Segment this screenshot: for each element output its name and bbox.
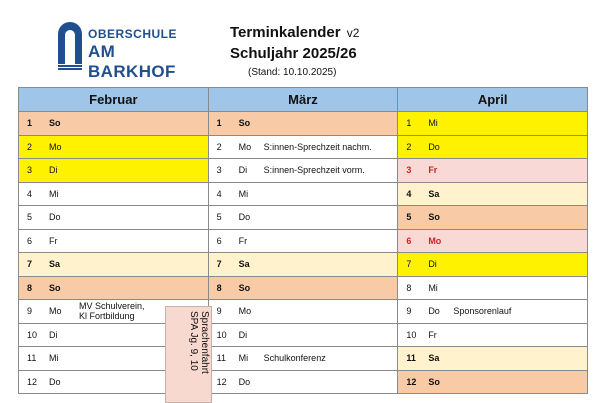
day-cell	[398, 253, 588, 277]
day-cell	[19, 253, 209, 277]
day-number: 6	[27, 235, 33, 246]
day-cell	[398, 112, 588, 136]
day-cell	[208, 347, 398, 371]
calendar-row	[19, 135, 588, 159]
day-cell	[208, 135, 398, 159]
weekday: Do	[49, 376, 61, 387]
day-cell	[208, 229, 398, 253]
overlay-line-2: SPA Jg. 9, 10	[188, 311, 199, 371]
sprachenfahrt-label	[188, 311, 210, 374]
day-cell	[208, 253, 398, 277]
weekday: Do	[238, 376, 251, 387]
day-number: 1	[216, 118, 222, 129]
day-cell	[208, 112, 398, 136]
title-text: Terminkalender	[230, 24, 341, 41]
day-cell	[398, 206, 588, 230]
day-number: 8	[406, 282, 412, 293]
day-cell	[19, 182, 209, 206]
day-number: 12	[406, 376, 417, 387]
day-cell	[208, 206, 398, 230]
day-cell	[208, 159, 398, 183]
month-header: April	[398, 88, 588, 112]
logo-line-2: AM BARKHOF	[88, 42, 176, 81]
calendar-row	[19, 276, 588, 300]
weekday: Mi	[49, 353, 59, 364]
day-number: 4	[216, 188, 222, 199]
weekday: Mo	[238, 306, 252, 317]
weekday: So	[428, 376, 440, 387]
weekday: So	[238, 118, 251, 129]
day-number: 10	[406, 329, 417, 340]
day-cell	[398, 182, 588, 206]
day-cell	[19, 159, 209, 183]
weekday: Fr	[238, 235, 248, 246]
logo-line-1: OBERSCHULE	[88, 27, 178, 41]
weekday: Mi	[428, 282, 438, 293]
day-number: 3	[27, 165, 33, 176]
weekday: Di	[428, 259, 437, 270]
day-cell	[208, 300, 398, 324]
weekday: Mi	[238, 353, 249, 364]
overlay-line-1: Sprachenfahrt	[199, 311, 210, 374]
weekday: Fr	[49, 235, 58, 246]
calendar-title	[230, 24, 359, 41]
day-number: 9	[216, 306, 222, 317]
version-label: v2	[346, 26, 360, 40]
school-logo-icon	[56, 20, 84, 70]
stand-date: (Stand: 10.10.2025)	[248, 67, 337, 78]
calendar-table	[18, 87, 588, 394]
day-number: 1	[27, 118, 33, 129]
day-cell	[208, 182, 398, 206]
calendar-row	[19, 347, 588, 371]
day-number: 7	[27, 259, 33, 270]
weekday: So	[428, 212, 440, 223]
day-cell	[398, 370, 588, 394]
calendar-row	[19, 182, 588, 206]
day-number: 7	[406, 259, 412, 270]
calendar-row	[19, 370, 588, 394]
month-header: März	[208, 88, 398, 112]
day-cell	[19, 276, 209, 300]
day-number: 9	[406, 306, 412, 317]
day-number: 11	[27, 353, 37, 364]
day-number: 6	[216, 235, 222, 246]
weekday: Do	[428, 141, 440, 152]
weekday: Sa	[238, 259, 250, 270]
day-number: 10	[216, 329, 227, 340]
weekday: Mi	[428, 118, 438, 129]
calendar-row	[19, 253, 588, 277]
day-number: 7	[216, 259, 222, 270]
day-number: 3	[216, 165, 222, 176]
day-cell	[19, 112, 209, 136]
weekday: Sa	[49, 259, 61, 270]
day-cell	[398, 135, 588, 159]
day-number: 5	[406, 212, 412, 223]
day-number: 4	[27, 188, 33, 199]
weekday: Sa	[428, 353, 440, 364]
weekday: Di	[238, 165, 248, 176]
day-cell	[19, 206, 209, 230]
day-cell	[19, 229, 209, 253]
school-year: Schuljahr 2025/26	[230, 45, 357, 62]
day-number: 12	[216, 376, 227, 387]
school-logo	[56, 20, 206, 81]
weekday: Di	[49, 329, 58, 340]
event-note: Schulkonferenz	[263, 353, 326, 364]
day-number: 5	[27, 212, 33, 223]
day-number: 6	[406, 235, 412, 246]
day-cell	[398, 159, 588, 183]
day-number: 4	[406, 188, 412, 199]
day-number: 8	[27, 282, 33, 293]
day-cell	[398, 347, 588, 371]
day-cell	[208, 276, 398, 300]
day-number: 9	[27, 306, 33, 317]
day-number: 1	[406, 118, 412, 129]
event-note: Sponsorenlauf	[453, 306, 512, 317]
day-number: 2	[406, 141, 412, 152]
calendar-row	[19, 159, 588, 183]
month-header: Februar	[19, 88, 209, 112]
day-cell	[398, 276, 588, 300]
calendar-row	[19, 323, 588, 347]
day-cell	[208, 323, 398, 347]
event-note: MV Schulverein, Kl Fortbildung	[79, 301, 145, 322]
weekday: Mi	[238, 188, 249, 199]
day-cell	[398, 229, 588, 253]
event-note: S:innen-Sprechzeit vorm.	[263, 165, 365, 176]
weekday: Do	[238, 212, 251, 223]
day-number: 10	[27, 329, 38, 340]
weekday: Mi	[49, 188, 59, 199]
weekday: So	[49, 282, 61, 293]
calendar-row	[19, 229, 588, 253]
day-number: 8	[216, 282, 222, 293]
day-cell	[398, 323, 588, 347]
calendar-row	[19, 206, 588, 230]
event-note: S:innen-Sprechzeit nachm.	[263, 141, 372, 152]
weekday: Mo	[49, 141, 62, 152]
weekday: So	[238, 282, 251, 293]
weekday: Sa	[428, 188, 440, 199]
weekday: Di	[49, 165, 58, 176]
weekday: So	[49, 118, 61, 129]
day-cell	[19, 135, 209, 159]
day-cell	[208, 370, 398, 394]
weekday: Mo	[428, 235, 442, 246]
weekday: Mo	[49, 306, 62, 317]
weekday: Di	[238, 329, 248, 340]
month-header-row	[19, 88, 588, 112]
calendar-row	[19, 112, 588, 136]
day-number: 11	[216, 353, 226, 364]
sprachenfahrt-block	[165, 306, 212, 403]
weekday: Fr	[428, 329, 437, 340]
day-number: 12	[27, 376, 38, 387]
day-number: 2	[27, 141, 33, 152]
day-number: 3	[406, 165, 412, 176]
weekday: Fr	[428, 165, 438, 176]
weekday: Do	[49, 212, 61, 223]
day-number: 5	[216, 212, 222, 223]
day-number: 11	[406, 353, 416, 364]
day-cell	[398, 300, 588, 324]
weekday: Mo	[238, 141, 252, 152]
calendar-row	[19, 300, 588, 324]
day-number: 2	[216, 141, 222, 152]
weekday: Do	[428, 306, 440, 317]
